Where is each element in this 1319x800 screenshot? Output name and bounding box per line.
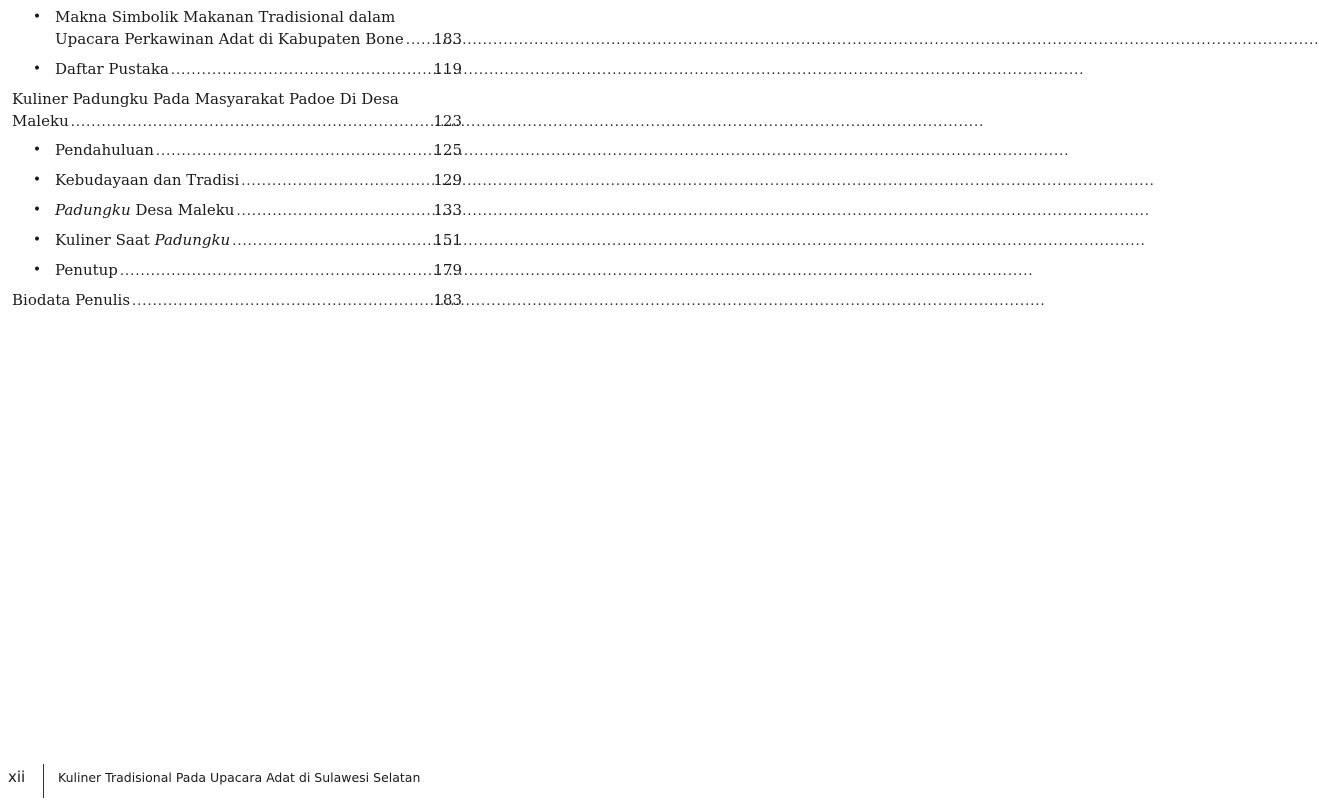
page-folio: xii — [8, 768, 26, 786]
dot-leader — [241, 171, 427, 193]
footer-divider — [43, 764, 44, 798]
toc-entry-title-italic: Padungku — [55, 201, 131, 219]
bullet-icon: • — [32, 142, 42, 158]
dot-leader — [236, 201, 427, 223]
toc-entry-makna-simbolik — [31, 6, 462, 52]
toc-entry-biodata-penulis — [12, 289, 462, 313]
toc-page-number: 123 — [433, 112, 462, 130]
dot-leader — [120, 261, 427, 283]
toc-page-number: 129 — [433, 171, 462, 189]
toc-entry-title — [55, 199, 234, 221]
toc-entry-title-italic: Padungku — [154, 231, 231, 249]
bullet-icon: • — [32, 202, 42, 218]
toc-entry-title: Pendahuluan — [55, 141, 154, 159]
dot-leader — [232, 231, 427, 253]
toc-entry-kebudayaan — [31, 169, 462, 193]
toc-entry-title-line1: Makna Simbolik Makanan Tradisional dalam — [55, 8, 396, 26]
toc-page-number: 125 — [433, 141, 462, 159]
page-footer — [0, 760, 484, 800]
bullet-icon: • — [32, 61, 42, 77]
toc-entry-kuliner-saat-padungku — [31, 229, 462, 253]
toc-entry-title: Penutup — [55, 261, 118, 279]
dot-leader — [171, 60, 427, 82]
toc-entry-padungku-desa-maleku — [31, 199, 462, 223]
toc-entry-daftar-pustaka — [31, 58, 462, 82]
toc-page-number: 151 — [433, 231, 462, 249]
toc-entry-pendahuluan — [31, 139, 462, 163]
dot-leader — [132, 291, 427, 313]
toc-entry-title: Daftar Pustaka — [55, 60, 169, 78]
toc-page-number: 183 — [433, 30, 462, 48]
toc-entry-title — [55, 229, 230, 251]
bullet-icon: • — [32, 232, 42, 248]
toc-chapter-title-line1: Kuliner Padungku Pada Masyarakat Padoe Di Desa — [12, 90, 399, 108]
toc-entry-title-rest: Desa Maleku — [130, 201, 235, 219]
dot-leader — [71, 112, 428, 134]
bullet-icon: • — [32, 262, 42, 278]
toc-entry-title-prefix: Kuliner Saat — [55, 231, 155, 249]
bullet-icon: • — [32, 172, 42, 188]
toc-entry-title-line2: Upacara Perkawinan Adat di Kabupaten Bone — [55, 30, 404, 48]
toc-page-number: 133 — [433, 201, 462, 219]
toc-entry-title: Kebudayaan dan Tradisi — [55, 171, 240, 189]
toc-entry-penutup — [31, 259, 462, 283]
toc-page-number: 179 — [433, 261, 462, 279]
bullet-icon: • — [32, 9, 42, 25]
toc-page-number: 119 — [433, 60, 462, 78]
dot-leader — [406, 30, 428, 52]
toc-chapter-title-line2: Maleku — [12, 112, 69, 130]
running-title: Kuliner Tradisional Pada Upacara Adat di Sulawesi Selatan — [58, 770, 421, 785]
toc-page-number: 183 — [433, 291, 462, 309]
dot-leader — [156, 141, 427, 163]
toc-chapter-kuliner-padungku — [12, 88, 462, 134]
toc-entry-title: Biodata Penulis — [12, 291, 131, 309]
